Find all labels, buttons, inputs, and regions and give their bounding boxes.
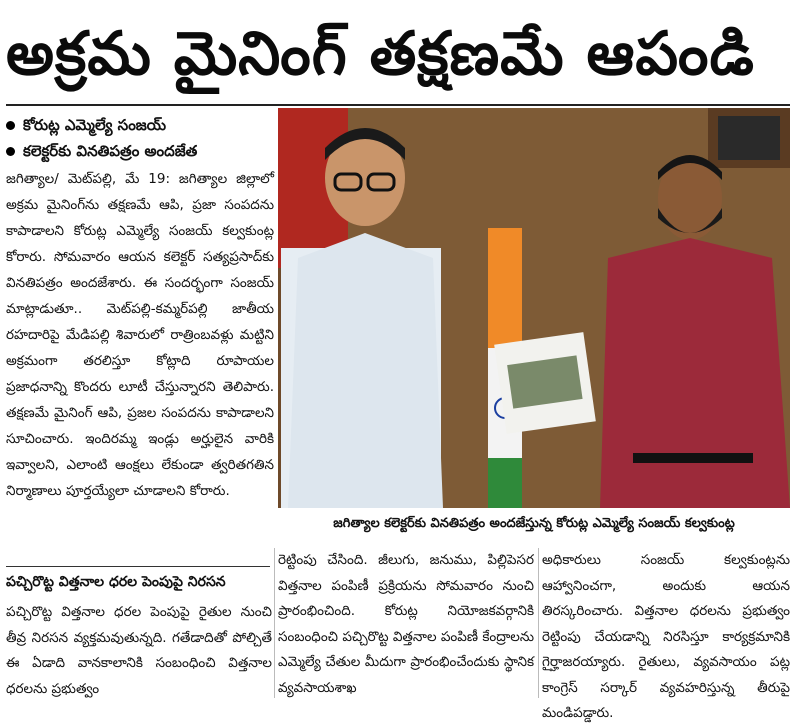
bullet-list — [6, 112, 274, 164]
article-column-1: పచ్చిరొట్ట విత్తనాల ధరల పెంపుపై రైతుల నుంచి తీవ్ర నిరసన వ్యక్తమవుతున్నది. గతేడాదితో పోల్చితే ఈ ఏడాది వానకాలానికి సంబంధించి విత్తనాల ధరలను ప్రభుత్వం — [6, 604, 272, 697]
article-column-2: రెట్టింపు చేసింది. జీలుగు, జనుము, పిల్లిపెసర విత్తనాల పంపిణీ ప్రక్రియను సోమవారం నుంచి ప్రారంభించింది. కోరుట్ల నియోజకవర్గానికి సంబంధించి పచ్చిరొట్ట విత్తనాల పంపిణీ కేంద్రాలను ఎమ్మెల్యే చేతుల మీదుగా ప్రారంభించేందుకు స్థానిక వ్యవసాయశాఖ — [278, 552, 534, 696]
bullet-dot-icon — [6, 121, 15, 130]
lead-paragraph: జగిత్యాల/ మెట్‌పల్లి, మే 19: జగిత్యాల జిల్లాలో అక్రమ మైనింగ్‌ను తక్షణమే ఆపి, ప్రజా సంపదను కాపాడాలని కోరుట్ల ఎమ్మెల్యే సంజయ్ కల్వకుంట్ల కోరారు. సోమవారం ఆయన కలెక్టర్ సత్యప్రసాద్‌కు వినతిపత్రం అందజేశారు. ఈ సందర్భంగా సంజయ్ మాట్లాడుతూ.. మెట్‌పల్లి-కమ్మర్‌పల్లి జాతీయ రహదారిపై మేడిపల్లి శివారులో రాత్రింబవళ్లు మట్టిని అక్రమంగా తరలిస్తూ కోట్లాది రూపాయల ప్రజాధనాన్ని కొందరు లూటీ చేస్తున్నారని తెలిపారు. తక్షణమే మైనింగ్ ఆపి, ప్రజల సంపదను కాపాడాలని సూచించారు. ఇందిరమ్మ ఇండ్లు అర్హులైన వారికి ఇవ్వాలని, ఎలాంటి ఆంక్షలు లేకుండా త్వరితగతిన నిర్మాణాలు పూర్తయ్యేలా చూడాలని కోరారు. — [6, 171, 274, 499]
article-column-3: అధికారులు సంజయ్ కల్వకుంట్లను ఆహ్వానించగా, అందుకు ఆయన తిరస్కరించారు. విత్తనాల ధరలను ప్రభుత్వం రెట్టింపు చేయడాన్ని నిరసిస్తూ కార్యక్రమానికి గైర్హాజరయ్యారు. రైతులు, వ్యవసాయం పట్ల కాంగ్రెస్ సర్కార్ వ్యవహరిస్తున్న తీరుపై మండిపడ్డారు. — [542, 552, 790, 721]
sub-headline: పచ్చిరొట్ట విత్తనాల ధరల పెంపుపై నిరసన — [6, 574, 226, 590]
photo-caption: జగిత్యాల కలెక్టర్‌కు వినతిపత్రం అందజేస్తున్న కోరుట్ల ఎమ్మెల్యే సంజయ్ కల్వకుంట్ల — [333, 516, 735, 531]
headline-rule — [6, 104, 790, 106]
bullet-item — [6, 138, 274, 164]
headline: అక్రమ మైనింగ్ తక్షణమే ఆపండి — [6, 19, 755, 89]
bullet-text: కోరుట్ల ఎమ్మెల్యే సంజయ్ — [23, 116, 167, 134]
column-divider — [538, 548, 539, 698]
bullet-item — [6, 112, 274, 138]
bullet-dot-icon — [6, 147, 15, 156]
column-divider — [274, 548, 275, 698]
section-rule — [6, 566, 270, 567]
bullet-text: కలెక్టర్‌కు వినతిపత్రం అందజేత — [23, 142, 198, 160]
news-photo-illustration — [278, 108, 790, 508]
news-photo — [278, 108, 790, 508]
